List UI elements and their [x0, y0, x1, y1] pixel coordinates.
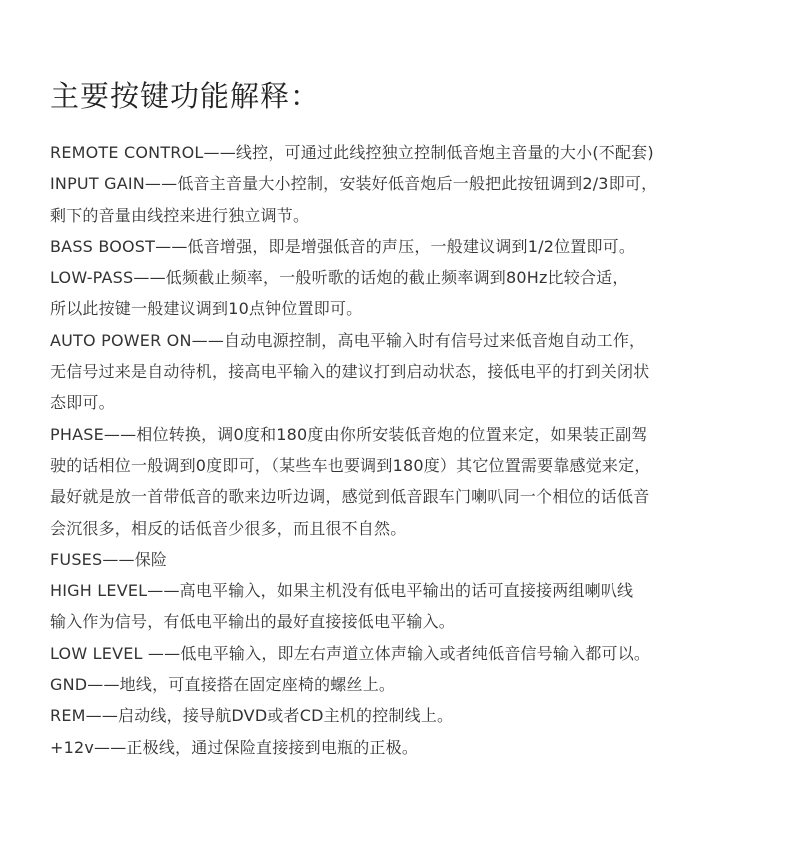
text-line: 最好就是放一首带低音的歌来边听边调，感觉到低音跟车门喇叭同一个相位的话低音	[50, 487, 650, 507]
text-line: 所以此按键一般建议调到10点钟位置即可。	[50, 299, 363, 319]
text-line: AUTO POWER ON——自动电源控制，高电平输入时有信号过来低音炮自动工作，	[50, 330, 646, 350]
text-line: 态即可。	[50, 393, 115, 413]
text-line: BASS BOOST——低音增强，即是增强低音的声压，一般建议调到1/2位置即可。	[50, 236, 636, 256]
document-body	[50, 72, 770, 763]
text-line: 驶的话相位一般调到0度即可，（某些车也要调到180度）其它位置需要靠感觉来定，	[50, 455, 651, 475]
text-line: 会沉很多，相反的话低音少很多，而且很不自然。	[50, 518, 407, 538]
text-line: INPUT GAIN——低音主音量大小控制，安装好低音炮后一般把此按钮调到2/3即可，	[50, 174, 658, 194]
text-line: GND——地线，可直接搭在固定座椅的螺丝上。	[50, 675, 396, 695]
page-title: 主要按键功能解释：	[50, 79, 321, 113]
text-line: 无信号过来是自动待机，接高电平输入的建议打到启动状态，接低电平的打到关闭状	[50, 362, 650, 382]
text-line: PHASE——相位转换，调0度和180度由你所安装低音炮的位置来定，如果装正副驾	[50, 424, 648, 444]
text-line: LOW LEVEL ——低电平输入，即左右声道立体声输入或者纯低音信号输入都可以。	[50, 643, 651, 663]
text-line: LOW-PASS——低频截止频率，一般听歌的话炮的截止频率调到80Hz比较合适，	[50, 268, 629, 288]
text-line: REM——启动线，接导航DVD或者CD主机的控制线上。	[50, 706, 454, 726]
function-descriptions	[50, 137, 770, 763]
text-line: +12v——正极线，通过保险直接接到电瓶的正极。	[50, 737, 419, 757]
text-line: HIGH LEVEL——高电平输入，如果主机没有低电平输出的话可直接接两组喇叭线	[50, 581, 634, 601]
text-line: 输入作为信号，有低电平输出的最好直接接低电平输入。	[50, 612, 456, 632]
text-line: REMOTE CONTROL——线控，可通过此线控独立控制低音炮主音量的大小(不配套)	[50, 143, 654, 162]
text-line: 剩下的音量由线控来进行独立调节。	[50, 205, 310, 225]
text-line: FUSES——保险	[50, 549, 168, 569]
